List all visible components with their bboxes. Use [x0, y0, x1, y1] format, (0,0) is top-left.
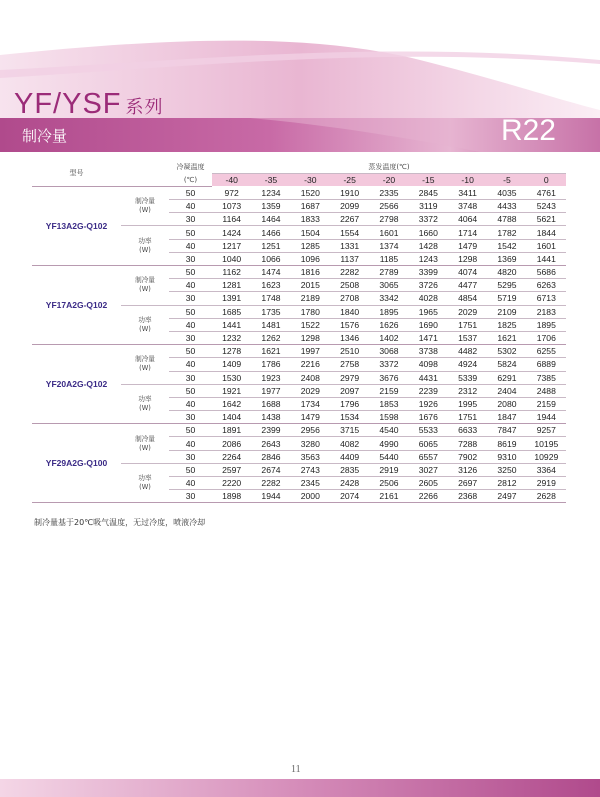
value-cell: 1965: [409, 305, 448, 318]
value-cell: 3364: [527, 463, 566, 476]
value-cell: 1251: [251, 239, 290, 252]
value-cell: 2399: [251, 424, 290, 437]
value-cell: 1424: [212, 226, 251, 239]
unit-label: (W): [139, 206, 151, 215]
value-cell: 3676: [369, 371, 408, 384]
header-blank: [121, 161, 169, 186]
value-cell: 4433: [487, 200, 526, 213]
cond-temp-cell: 40: [169, 200, 212, 213]
value-cell: 1474: [251, 266, 290, 279]
value-cell: 3119: [409, 200, 448, 213]
value-cell: 1923: [251, 371, 290, 384]
value-cell: 1891: [212, 424, 251, 437]
value-cell: 2789: [369, 266, 408, 279]
value-cell: 1391: [212, 292, 251, 305]
value-cell: 1162: [212, 266, 251, 279]
header-model: 型号: [32, 161, 121, 186]
value-cell: 1626: [369, 318, 408, 331]
value-cell: 2097: [330, 384, 369, 397]
cond-temp-cell: 50: [169, 266, 212, 279]
header-cond-temp: 冷凝温度: [176, 163, 205, 172]
cond-temp-cell: 40: [169, 397, 212, 410]
value-cell: 2605: [409, 477, 448, 490]
cond-temp-cell: 50: [169, 186, 212, 199]
value-cell: 3027: [409, 463, 448, 476]
value-cell: 7288: [448, 437, 487, 450]
value-cell: 1688: [251, 397, 290, 410]
value-cell: 6889: [527, 358, 566, 371]
value-cell: 5339: [448, 371, 487, 384]
value-cell: 1369: [487, 252, 526, 265]
value-cell: 7902: [448, 450, 487, 463]
value-cell: 1621: [251, 345, 290, 358]
cond-temp-cell: 50: [169, 463, 212, 476]
cond-temp-cell: 50: [169, 305, 212, 318]
value-cell: 1285: [291, 239, 330, 252]
value-cell: 4540: [369, 424, 408, 437]
value-cell: 1751: [448, 411, 487, 424]
value-cell: 1331: [330, 239, 369, 252]
value-cell: 2239: [409, 384, 448, 397]
value-cell: 2597: [212, 463, 251, 476]
value-cell: 1466: [251, 226, 290, 239]
value-cell: 1601: [527, 239, 566, 252]
value-cell: 3738: [409, 345, 448, 358]
value-cell: 4761: [527, 186, 566, 199]
unit-label: (W): [139, 324, 151, 333]
value-cell: 1735: [251, 305, 290, 318]
evap-temp-cell: 0: [527, 174, 566, 187]
value-cell: 6713: [527, 292, 566, 305]
value-cell: 1734: [291, 397, 330, 410]
evap-temp-cell: -30: [291, 174, 330, 187]
value-cell: 5621: [527, 213, 566, 226]
evap-temp-cell: -35: [251, 174, 290, 187]
value-cell: 1481: [251, 318, 290, 331]
evap-temp-cell: -10: [448, 174, 487, 187]
header-cond-unit: (℃): [169, 174, 212, 187]
value-cell: 1137: [330, 252, 369, 265]
value-cell: 1298: [291, 331, 330, 344]
value-cell: 3563: [291, 450, 330, 463]
model-name: YF13A2G-Q102: [32, 186, 121, 265]
value-cell: 2183: [527, 305, 566, 318]
value-cell: 7385: [527, 371, 566, 384]
model-name: YF20A2G-Q102: [32, 345, 121, 424]
value-cell: 1621: [487, 331, 526, 344]
cond-temp-cell: 50: [169, 424, 212, 437]
value-cell: 9310: [487, 450, 526, 463]
value-cell: 3342: [369, 292, 408, 305]
unit-label: (W): [139, 403, 151, 412]
value-cell: 3726: [409, 279, 448, 292]
value-cell: 2029: [448, 305, 487, 318]
value-cell: 1409: [212, 358, 251, 371]
value-cell: 2086: [212, 437, 251, 450]
value-cell: 4990: [369, 437, 408, 450]
value-cell: 6633: [448, 424, 487, 437]
capacity-label: [121, 345, 169, 385]
unit-label: (W): [139, 364, 151, 373]
capacity-label: [121, 186, 169, 226]
refrigerant-label: R22: [500, 114, 556, 147]
value-cell: 3748: [448, 200, 487, 213]
value-cell: 2015: [291, 279, 330, 292]
capacity-table: [32, 161, 566, 503]
value-cell: 2368: [448, 490, 487, 503]
value-cell: 6065: [409, 437, 448, 450]
value-cell: 2846: [251, 450, 290, 463]
value-cell: 2506: [369, 477, 408, 490]
value-cell: 2264: [212, 450, 251, 463]
value-cell: 1404: [212, 411, 251, 424]
value-cell: 2497: [487, 490, 526, 503]
value-cell: 2345: [291, 477, 330, 490]
header-evap-temp: 蒸发温度(℃): [212, 161, 566, 174]
value-cell: 1262: [251, 331, 290, 344]
value-cell: 1847: [487, 411, 526, 424]
value-cell: 1428: [409, 239, 448, 252]
value-cell: 1576: [330, 318, 369, 331]
value-cell: 2428: [330, 477, 369, 490]
value-cell: 1840: [330, 305, 369, 318]
value-cell: 1402: [369, 331, 408, 344]
capacity-label-text: 制冷量: [135, 434, 155, 443]
value-cell: 1748: [251, 292, 290, 305]
value-cell: 1185: [369, 252, 408, 265]
value-cell: 2812: [487, 477, 526, 490]
value-cell: 1278: [212, 345, 251, 358]
value-cell: 1895: [527, 318, 566, 331]
value-cell: 1534: [330, 411, 369, 424]
value-cell: 3065: [369, 279, 408, 292]
value-cell: 2000: [291, 490, 330, 503]
cond-temp-cell: 40: [169, 358, 212, 371]
value-cell: 1751: [448, 318, 487, 331]
value-cell: 4788: [487, 213, 526, 226]
value-cell: 1944: [527, 411, 566, 424]
value-cell: 1217: [212, 239, 251, 252]
value-cell: 2335: [369, 186, 408, 199]
value-cell: 2674: [251, 463, 290, 476]
value-cell: 5824: [487, 358, 526, 371]
value-cell: 5686: [527, 266, 566, 279]
unit-label: (W): [139, 245, 151, 254]
value-cell: 2189: [291, 292, 330, 305]
value-cell: 1642: [212, 397, 251, 410]
series-name: YF/YSF: [14, 88, 122, 120]
value-cell: 1977: [251, 384, 290, 397]
value-cell: 2743: [291, 463, 330, 476]
value-cell: 4098: [409, 358, 448, 371]
value-cell: 2919: [369, 463, 408, 476]
footnote: 制冷量基于20℃吸气温度，无过冷度，喷液冷却: [34, 518, 206, 527]
unit-label: (W): [139, 285, 151, 294]
cond-temp-cell: 30: [169, 411, 212, 424]
cond-temp-cell: 30: [169, 252, 212, 265]
evap-temp-cell: -20: [369, 174, 408, 187]
value-cell: 2161: [369, 490, 408, 503]
value-cell: 2159: [369, 384, 408, 397]
value-cell: 1598: [369, 411, 408, 424]
value-cell: 2282: [251, 477, 290, 490]
value-cell: 1464: [251, 213, 290, 226]
cond-temp-cell: 40: [169, 437, 212, 450]
value-cell: 1471: [409, 331, 448, 344]
cond-temp-cell: 30: [169, 292, 212, 305]
value-cell: 2074: [330, 490, 369, 503]
value-cell: 1542: [487, 239, 526, 252]
value-cell: 2566: [369, 200, 408, 213]
value-cell: 4409: [330, 450, 369, 463]
power-label-text: 功率: [138, 394, 152, 403]
value-cell: 6255: [527, 345, 566, 358]
value-cell: 972: [212, 186, 251, 199]
table-header-row: [32, 161, 566, 174]
model-name: YF17A2G-Q102: [32, 266, 121, 345]
value-cell: 3250: [487, 463, 526, 476]
value-cell: 2404: [487, 384, 526, 397]
evap-temp-cell: -15: [409, 174, 448, 187]
value-cell: 4035: [487, 186, 526, 199]
value-cell: 1690: [409, 318, 448, 331]
table-row: [32, 266, 566, 279]
value-cell: 10929: [527, 450, 566, 463]
footer-band: [0, 779, 600, 797]
power-label: [121, 305, 169, 345]
value-cell: 2758: [330, 358, 369, 371]
value-cell: 6557: [409, 450, 448, 463]
cond-temp-cell: 40: [169, 239, 212, 252]
value-cell: 2109: [487, 305, 526, 318]
evap-temp-cell: -40: [212, 174, 251, 187]
value-cell: 2508: [330, 279, 369, 292]
value-cell: 1438: [251, 411, 290, 424]
value-cell: 1623: [251, 279, 290, 292]
value-cell: 3372: [409, 213, 448, 226]
value-cell: 4477: [448, 279, 487, 292]
cond-temp-cell: 50: [169, 226, 212, 239]
value-cell: 1441: [527, 252, 566, 265]
value-cell: 2267: [330, 213, 369, 226]
cond-temp-cell: 40: [169, 318, 212, 331]
power-label: [121, 226, 169, 266]
capacity-label-text: 制冷量: [135, 197, 155, 206]
value-cell: 1796: [330, 397, 369, 410]
value-cell: 2628: [527, 490, 566, 503]
table-row: [32, 186, 566, 199]
value-cell: 1479: [291, 411, 330, 424]
value-cell: 1232: [212, 331, 251, 344]
cond-temp-cell: 30: [169, 331, 212, 344]
value-cell: 1040: [212, 252, 251, 265]
value-cell: 1281: [212, 279, 251, 292]
value-cell: 2216: [291, 358, 330, 371]
value-cell: 3411: [448, 186, 487, 199]
value-cell: 1441: [212, 318, 251, 331]
value-cell: 2845: [409, 186, 448, 199]
value-cell: 1898: [212, 490, 251, 503]
value-cell: 1066: [251, 252, 290, 265]
evap-temp-cell: -25: [330, 174, 369, 187]
value-cell: 1816: [291, 266, 330, 279]
value-cell: 3280: [291, 437, 330, 450]
cond-temp-cell: 40: [169, 279, 212, 292]
value-cell: 1910: [330, 186, 369, 199]
value-cell: 3399: [409, 266, 448, 279]
value-cell: 8619: [487, 437, 526, 450]
cond-temp-cell: 30: [169, 213, 212, 226]
cond-temp-cell: 30: [169, 371, 212, 384]
value-cell: 2282: [330, 266, 369, 279]
power-label: [121, 384, 169, 424]
model-name: YF29A2G-Q100: [32, 424, 121, 503]
value-cell: 1520: [291, 186, 330, 199]
value-cell: 2159: [527, 397, 566, 410]
value-cell: 1782: [487, 226, 526, 239]
value-cell: 7847: [487, 424, 526, 437]
value-cell: 2798: [369, 213, 408, 226]
power-label: [121, 463, 169, 503]
value-cell: 1479: [448, 239, 487, 252]
value-cell: 1895: [369, 305, 408, 318]
value-cell: 1926: [409, 397, 448, 410]
cond-temp-cell: 50: [169, 384, 212, 397]
value-cell: 1995: [448, 397, 487, 410]
value-cell: 2266: [409, 490, 448, 503]
value-cell: 3715: [330, 424, 369, 437]
value-cell: 6263: [527, 279, 566, 292]
value-cell: 2643: [251, 437, 290, 450]
value-cell: 1853: [369, 397, 408, 410]
value-cell: 1530: [212, 371, 251, 384]
value-cell: 9257: [527, 424, 566, 437]
value-cell: 1504: [291, 226, 330, 239]
value-cell: 1096: [291, 252, 330, 265]
value-cell: 4064: [448, 213, 487, 226]
value-cell: 2099: [330, 200, 369, 213]
power-label-text: 功率: [138, 474, 152, 483]
value-cell: 1164: [212, 213, 251, 226]
cond-temp-cell: 30: [169, 450, 212, 463]
value-cell: 1073: [212, 200, 251, 213]
value-cell: 2956: [291, 424, 330, 437]
value-cell: 1687: [291, 200, 330, 213]
value-cell: 2408: [291, 371, 330, 384]
value-cell: 2835: [330, 463, 369, 476]
value-cell: 1554: [330, 226, 369, 239]
evap-temp-cell: -5: [487, 174, 526, 187]
value-cell: 2220: [212, 477, 251, 490]
table-row: [32, 424, 566, 437]
value-cell: 1660: [409, 226, 448, 239]
value-cell: 2979: [330, 371, 369, 384]
value-cell: 2029: [291, 384, 330, 397]
table-row: [32, 345, 566, 358]
value-cell: 4924: [448, 358, 487, 371]
value-cell: 3126: [448, 463, 487, 476]
value-cell: 1997: [291, 345, 330, 358]
value-cell: 2697: [448, 477, 487, 490]
value-cell: 1714: [448, 226, 487, 239]
value-cell: 1685: [212, 305, 251, 318]
value-cell: 2708: [330, 292, 369, 305]
value-cell: 1921: [212, 384, 251, 397]
value-cell: 4074: [448, 266, 487, 279]
capacity-label: [121, 424, 169, 464]
value-cell: 1786: [251, 358, 290, 371]
page-number: 11: [291, 764, 301, 775]
capacity-label-text: 制冷量: [135, 355, 155, 364]
value-cell: 1825: [487, 318, 526, 331]
value-cell: 5719: [487, 292, 526, 305]
value-cell: 4082: [330, 437, 369, 450]
value-cell: 1844: [527, 226, 566, 239]
value-cell: 1359: [251, 200, 290, 213]
value-cell: 1522: [291, 318, 330, 331]
value-cell: 5295: [487, 279, 526, 292]
value-cell: 1234: [251, 186, 290, 199]
cond-temp-cell: 30: [169, 490, 212, 503]
power-label-text: 功率: [138, 315, 152, 324]
value-cell: 2510: [330, 345, 369, 358]
value-cell: 3068: [369, 345, 408, 358]
value-cell: 10195: [527, 437, 566, 450]
value-cell: 5243: [527, 200, 566, 213]
value-cell: 2312: [448, 384, 487, 397]
value-cell: 1601: [369, 226, 408, 239]
value-cell: 2080: [487, 397, 526, 410]
value-cell: 4431: [409, 371, 448, 384]
value-cell: 1298: [448, 252, 487, 265]
value-cell: 4482: [448, 345, 487, 358]
value-cell: 1243: [409, 252, 448, 265]
value-cell: 2488: [527, 384, 566, 397]
value-cell: 6291: [487, 371, 526, 384]
capacity-label: [121, 266, 169, 306]
unit-label: (W): [139, 483, 151, 492]
section-title: 制冷量: [22, 127, 68, 145]
cond-temp-cell: 40: [169, 477, 212, 490]
value-cell: 5533: [409, 424, 448, 437]
series-title: [14, 88, 164, 121]
value-cell: 3372: [369, 358, 408, 371]
value-cell: 1374: [369, 239, 408, 252]
table-body: [32, 186, 566, 503]
value-cell: 1944: [251, 490, 290, 503]
power-label-text: 功率: [138, 236, 152, 245]
value-cell: 1706: [527, 331, 566, 344]
header-banner: [0, 0, 600, 160]
value-cell: 4028: [409, 292, 448, 305]
value-cell: 1780: [291, 305, 330, 318]
capacity-label-text: 制冷量: [135, 276, 155, 285]
cond-temp-cell: 50: [169, 345, 212, 358]
value-cell: 5440: [369, 450, 408, 463]
value-cell: 4854: [448, 292, 487, 305]
value-cell: 1346: [330, 331, 369, 344]
value-cell: 1676: [409, 411, 448, 424]
value-cell: 5302: [487, 345, 526, 358]
value-cell: 2919: [527, 477, 566, 490]
value-cell: 1537: [448, 331, 487, 344]
unit-label: (W): [139, 443, 151, 452]
value-cell: 1833: [291, 213, 330, 226]
series-suffix: 系列: [125, 97, 164, 118]
value-cell: 4820: [487, 266, 526, 279]
